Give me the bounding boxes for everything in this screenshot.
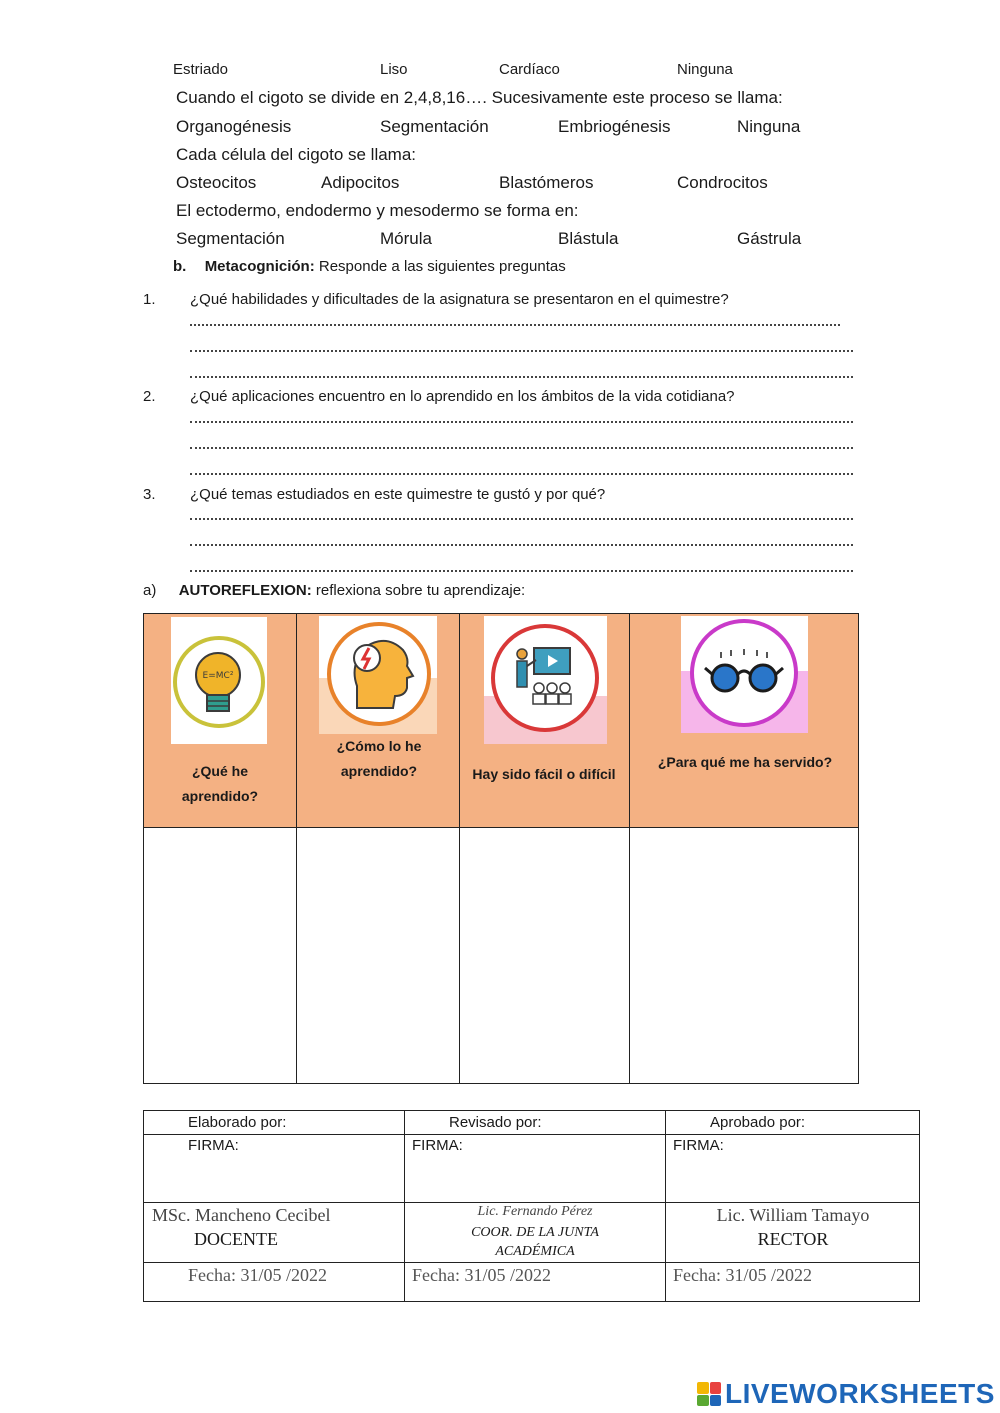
- signer-role: COOR. DE LA JUNTA ACADÉMICA: [471, 1225, 599, 1259]
- option: Adipocitos: [321, 173, 400, 192]
- question-germ-layers: El ectodermo, endodermo y mesodermo se forma en:: [176, 201, 579, 220]
- section-letter: a): [143, 582, 157, 599]
- option-estriado: Estriado: [173, 61, 229, 78]
- reflection-table: [143, 613, 859, 1084]
- section-subtitle: reflexiona sobre tu aprendizaje:: [315, 582, 526, 599]
- option: Segmentación: [176, 229, 285, 248]
- answer-line[interactable]: [190, 473, 853, 475]
- answer-line[interactable]: [190, 447, 853, 449]
- signer-role: DOCENTE: [194, 1229, 278, 1249]
- section-subtitle: Responde a las siguientes preguntas: [318, 258, 566, 275]
- date-text: Fecha: 31/05 /2022: [412, 1265, 551, 1285]
- option: Segmentación: [380, 117, 489, 136]
- header-revisado: Revisado por:: [449, 1114, 542, 1131]
- row-divider: [144, 1262, 919, 1263]
- question-number: 1.: [143, 291, 156, 308]
- question-text: ¿Qué habilidades y dificultades de la asignatura se presentaron en el quimestre?: [190, 291, 729, 308]
- question-text: ¿Qué aplicaciones encuentro en lo aprendido en los ámbitos de la vida cotidiana?: [190, 388, 735, 405]
- option: Mórula: [380, 229, 432, 248]
- answer-cell[interactable]: [297, 828, 459, 1084]
- signature-table: [143, 1110, 920, 1302]
- section-title: AUTOREFLEXION:: [178, 582, 312, 599]
- option: Osteocitos: [176, 173, 257, 192]
- liveworksheets-logo[interactable]: [697, 1378, 995, 1410]
- answer-line[interactable]: [190, 376, 853, 378]
- date-text: Fecha: 31/05 /2022: [188, 1265, 327, 1285]
- question-cell-name: Cada célula del cigoto se llama:: [176, 145, 417, 164]
- header-how-learned: ¿Cómo lo he aprendido?: [336, 738, 422, 779]
- question-text: ¿Qué temas estudiados en este quimestre te gustó y por qué?: [190, 486, 606, 503]
- answer-line[interactable]: [190, 350, 853, 352]
- question-segmentation: Cuando el cigoto se divide en 2,4,8,16…. Sucesivamente este proceso se llama:: [176, 88, 783, 107]
- option-ninguna: Ninguna: [677, 61, 733, 78]
- signer-name: Lic. Fernando Pérez: [477, 1204, 593, 1219]
- head-thinking-icon: [319, 616, 437, 734]
- option: Organogénesis: [176, 117, 292, 136]
- date-text: Fecha: 31/05 /2022: [673, 1265, 812, 1285]
- presentation-icon: [484, 616, 607, 744]
- row-divider: [144, 1134, 919, 1135]
- glasses-icon: [681, 616, 808, 733]
- answer-line[interactable]: [190, 544, 853, 546]
- answer-line[interactable]: [190, 518, 853, 520]
- option: Embriogénesis: [558, 117, 671, 136]
- liveworksheets-icon: [697, 1382, 721, 1406]
- firma-label: FIRMA:: [188, 1137, 239, 1154]
- lightbulb-icon: [171, 617, 267, 744]
- question-number: 2.: [143, 388, 156, 405]
- answer-cell[interactable]: [630, 828, 858, 1084]
- metacognition-heading: [173, 258, 566, 275]
- option: Condrocitos: [677, 173, 768, 192]
- bulb-formula: E=MC²: [202, 671, 234, 681]
- option: Gástrula: [737, 229, 802, 248]
- answer-cell[interactable]: [460, 828, 629, 1084]
- signer-role: RECTOR: [757, 1229, 829, 1249]
- header-what-for: ¿Para qué me ha servido?: [657, 754, 833, 770]
- answer-line[interactable]: [190, 324, 840, 326]
- header-aprobado: Aprobado por:: [710, 1114, 806, 1131]
- option: Blástula: [558, 229, 619, 248]
- section-title: Metacognición:: [204, 258, 315, 275]
- option-liso: Liso: [380, 61, 408, 78]
- row-divider: [144, 1202, 919, 1203]
- answer-cell[interactable]: [144, 828, 296, 1084]
- header-easy-difficult: Hay sido fácil o difícil: [472, 766, 616, 782]
- option: Blastómeros: [499, 173, 594, 192]
- brand-text: LIVEWORKSHEETS: [725, 1378, 995, 1409]
- answer-line[interactable]: [190, 421, 853, 423]
- firma-label: FIRMA:: [673, 1137, 724, 1154]
- section-letter: b.: [173, 258, 187, 275]
- signer-name: Lic. William Tamayo: [716, 1205, 870, 1225]
- header-elaborado: Elaborado por:: [188, 1114, 287, 1131]
- header-what-learned: ¿Qué he aprendido?: [181, 763, 259, 804]
- firma-label: FIRMA:: [412, 1137, 463, 1154]
- question-number: 3.: [143, 486, 156, 503]
- answer-line[interactable]: [190, 570, 853, 572]
- signer-name: MSc. Mancheno Cecibel: [152, 1205, 331, 1225]
- option-cardiaco: Cardíaco: [499, 61, 560, 78]
- autoreflexion-heading: [143, 582, 525, 599]
- option: Ninguna: [737, 117, 801, 136]
